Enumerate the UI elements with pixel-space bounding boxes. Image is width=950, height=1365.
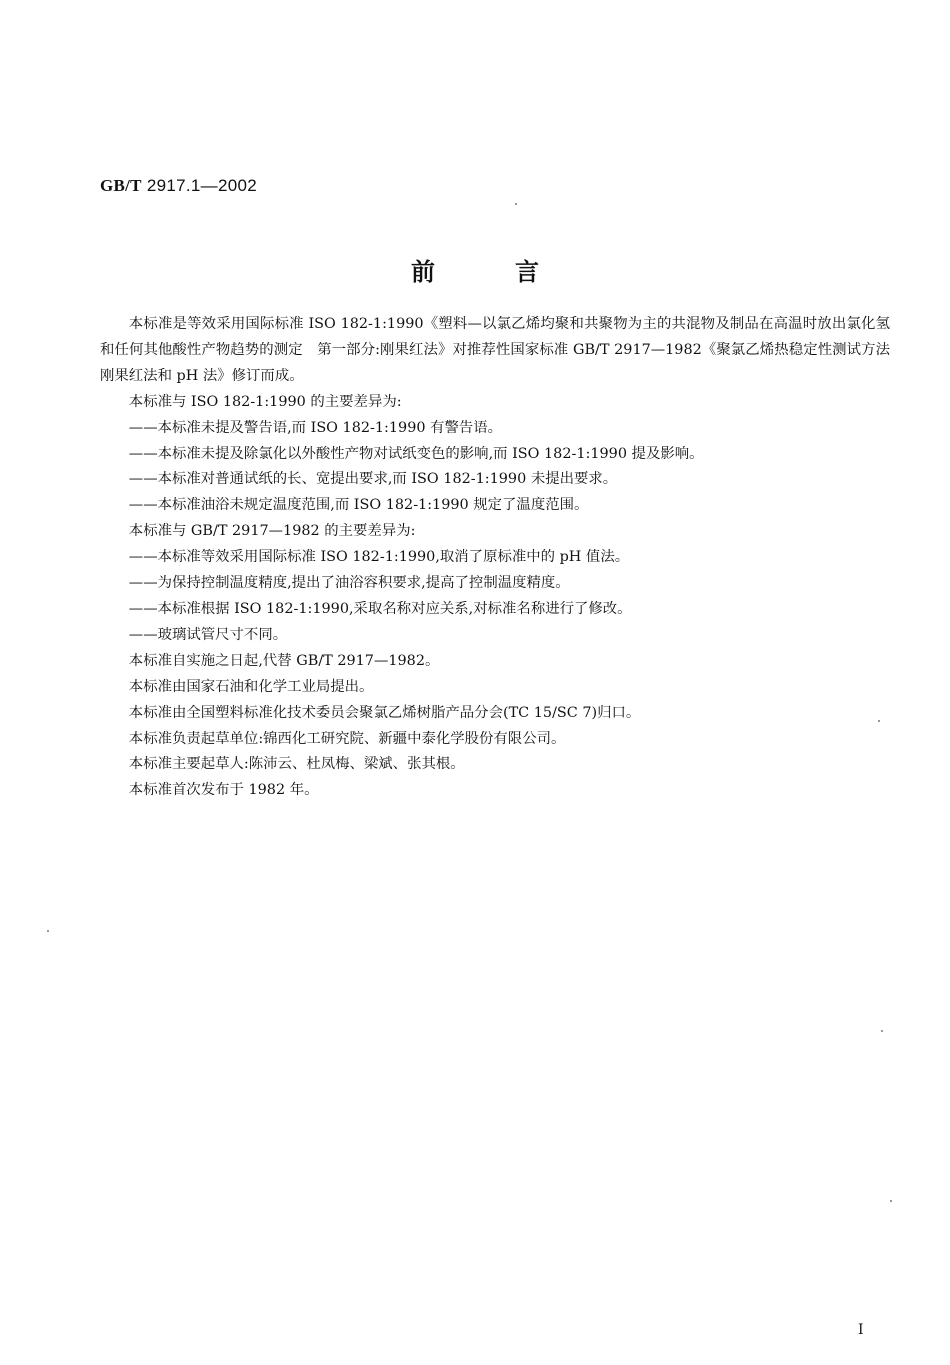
scan-speck bbox=[47, 930, 49, 932]
scan-speck bbox=[881, 1030, 883, 1032]
page-title: 前言 bbox=[411, 258, 619, 286]
list-item: ——为保持控制温度精度,提出了油浴容积要求,提高了控制温度精度。 bbox=[128, 575, 570, 592]
standard-number: 2917.1—2002 bbox=[146, 176, 257, 195]
list-item: ——玻璃试管尺寸不同。 bbox=[128, 626, 288, 643]
paragraph: 本标准由国家石油和化学工业局提出。 bbox=[128, 678, 374, 695]
page-number: I bbox=[858, 1322, 864, 1338]
list-item: ——本标准对普通试纸的长、宽提出要求,而 ISO 182-1:1990 未提出要求。 bbox=[128, 471, 618, 488]
paragraph: 本标准与 GB/T 2917—1982 的主要差异为: bbox=[128, 523, 416, 540]
list-item: ——本标准根据 ISO 182-1:1990,采取名称对应关系,对标准名称进行了修改。 bbox=[128, 600, 632, 617]
list-item: ——本标准未提及除氯化以外酸性产物对试纸变色的影响,而 ISO 182-1:1990 提及影响。 bbox=[128, 445, 704, 462]
scan-speck bbox=[515, 203, 517, 205]
list-item: ——本标准油浴未规定温度范围,而 ISO 182-1:1990 规定了温度范围。 bbox=[128, 497, 589, 514]
paragraph-intro: 本标准是等效采用国际标准 ISO 182-1:1990《塑料—以氯乙烯均聚和共聚物为主的共混物及制品在高温时放出氯化氢和任何其他酸性产物趋势的测定 第一部分:刚果红法》对推荐性国家标准 GB/T 2917—1982《聚氯乙烯热稳定性测试方法 刚果红法和 pH 法》修订而成。 bbox=[100, 316, 905, 384]
standard-prefix: GB/T bbox=[100, 176, 142, 195]
list-item: ——本标准未提及警告语,而 ISO 182-1:1990 有警告语。 bbox=[128, 419, 503, 436]
paragraph: 本标准自实施之日起,代替 GB/T 2917—1982。 bbox=[128, 652, 440, 669]
scan-speck bbox=[890, 1200, 892, 1202]
foreword-body bbox=[100, 312, 905, 804]
paragraph: 本标准负责起草单位:锦西化工研究院、新疆中泰化学股份有限公司。 bbox=[128, 730, 566, 747]
paragraph: 本标准与 ISO 182-1:1990 的主要差异为: bbox=[128, 393, 402, 410]
paragraph: 本标准主要起草人:陈沛云、杜凤梅、梁斌、张其根。 bbox=[128, 756, 465, 773]
standard-code bbox=[100, 176, 257, 196]
paragraph: 本标准由全国塑料标准化技术委员会聚氯乙烯树脂产品分会(TC 15/SC 7)归口。 bbox=[128, 704, 641, 721]
paragraph: 本标准首次发布于 1982 年。 bbox=[128, 782, 319, 799]
scan-speck bbox=[878, 720, 880, 722]
list-item: ——本标准等效采用国际标准 ISO 182-1:1990,取消了原标准中的 pH 值法。 bbox=[128, 549, 630, 566]
